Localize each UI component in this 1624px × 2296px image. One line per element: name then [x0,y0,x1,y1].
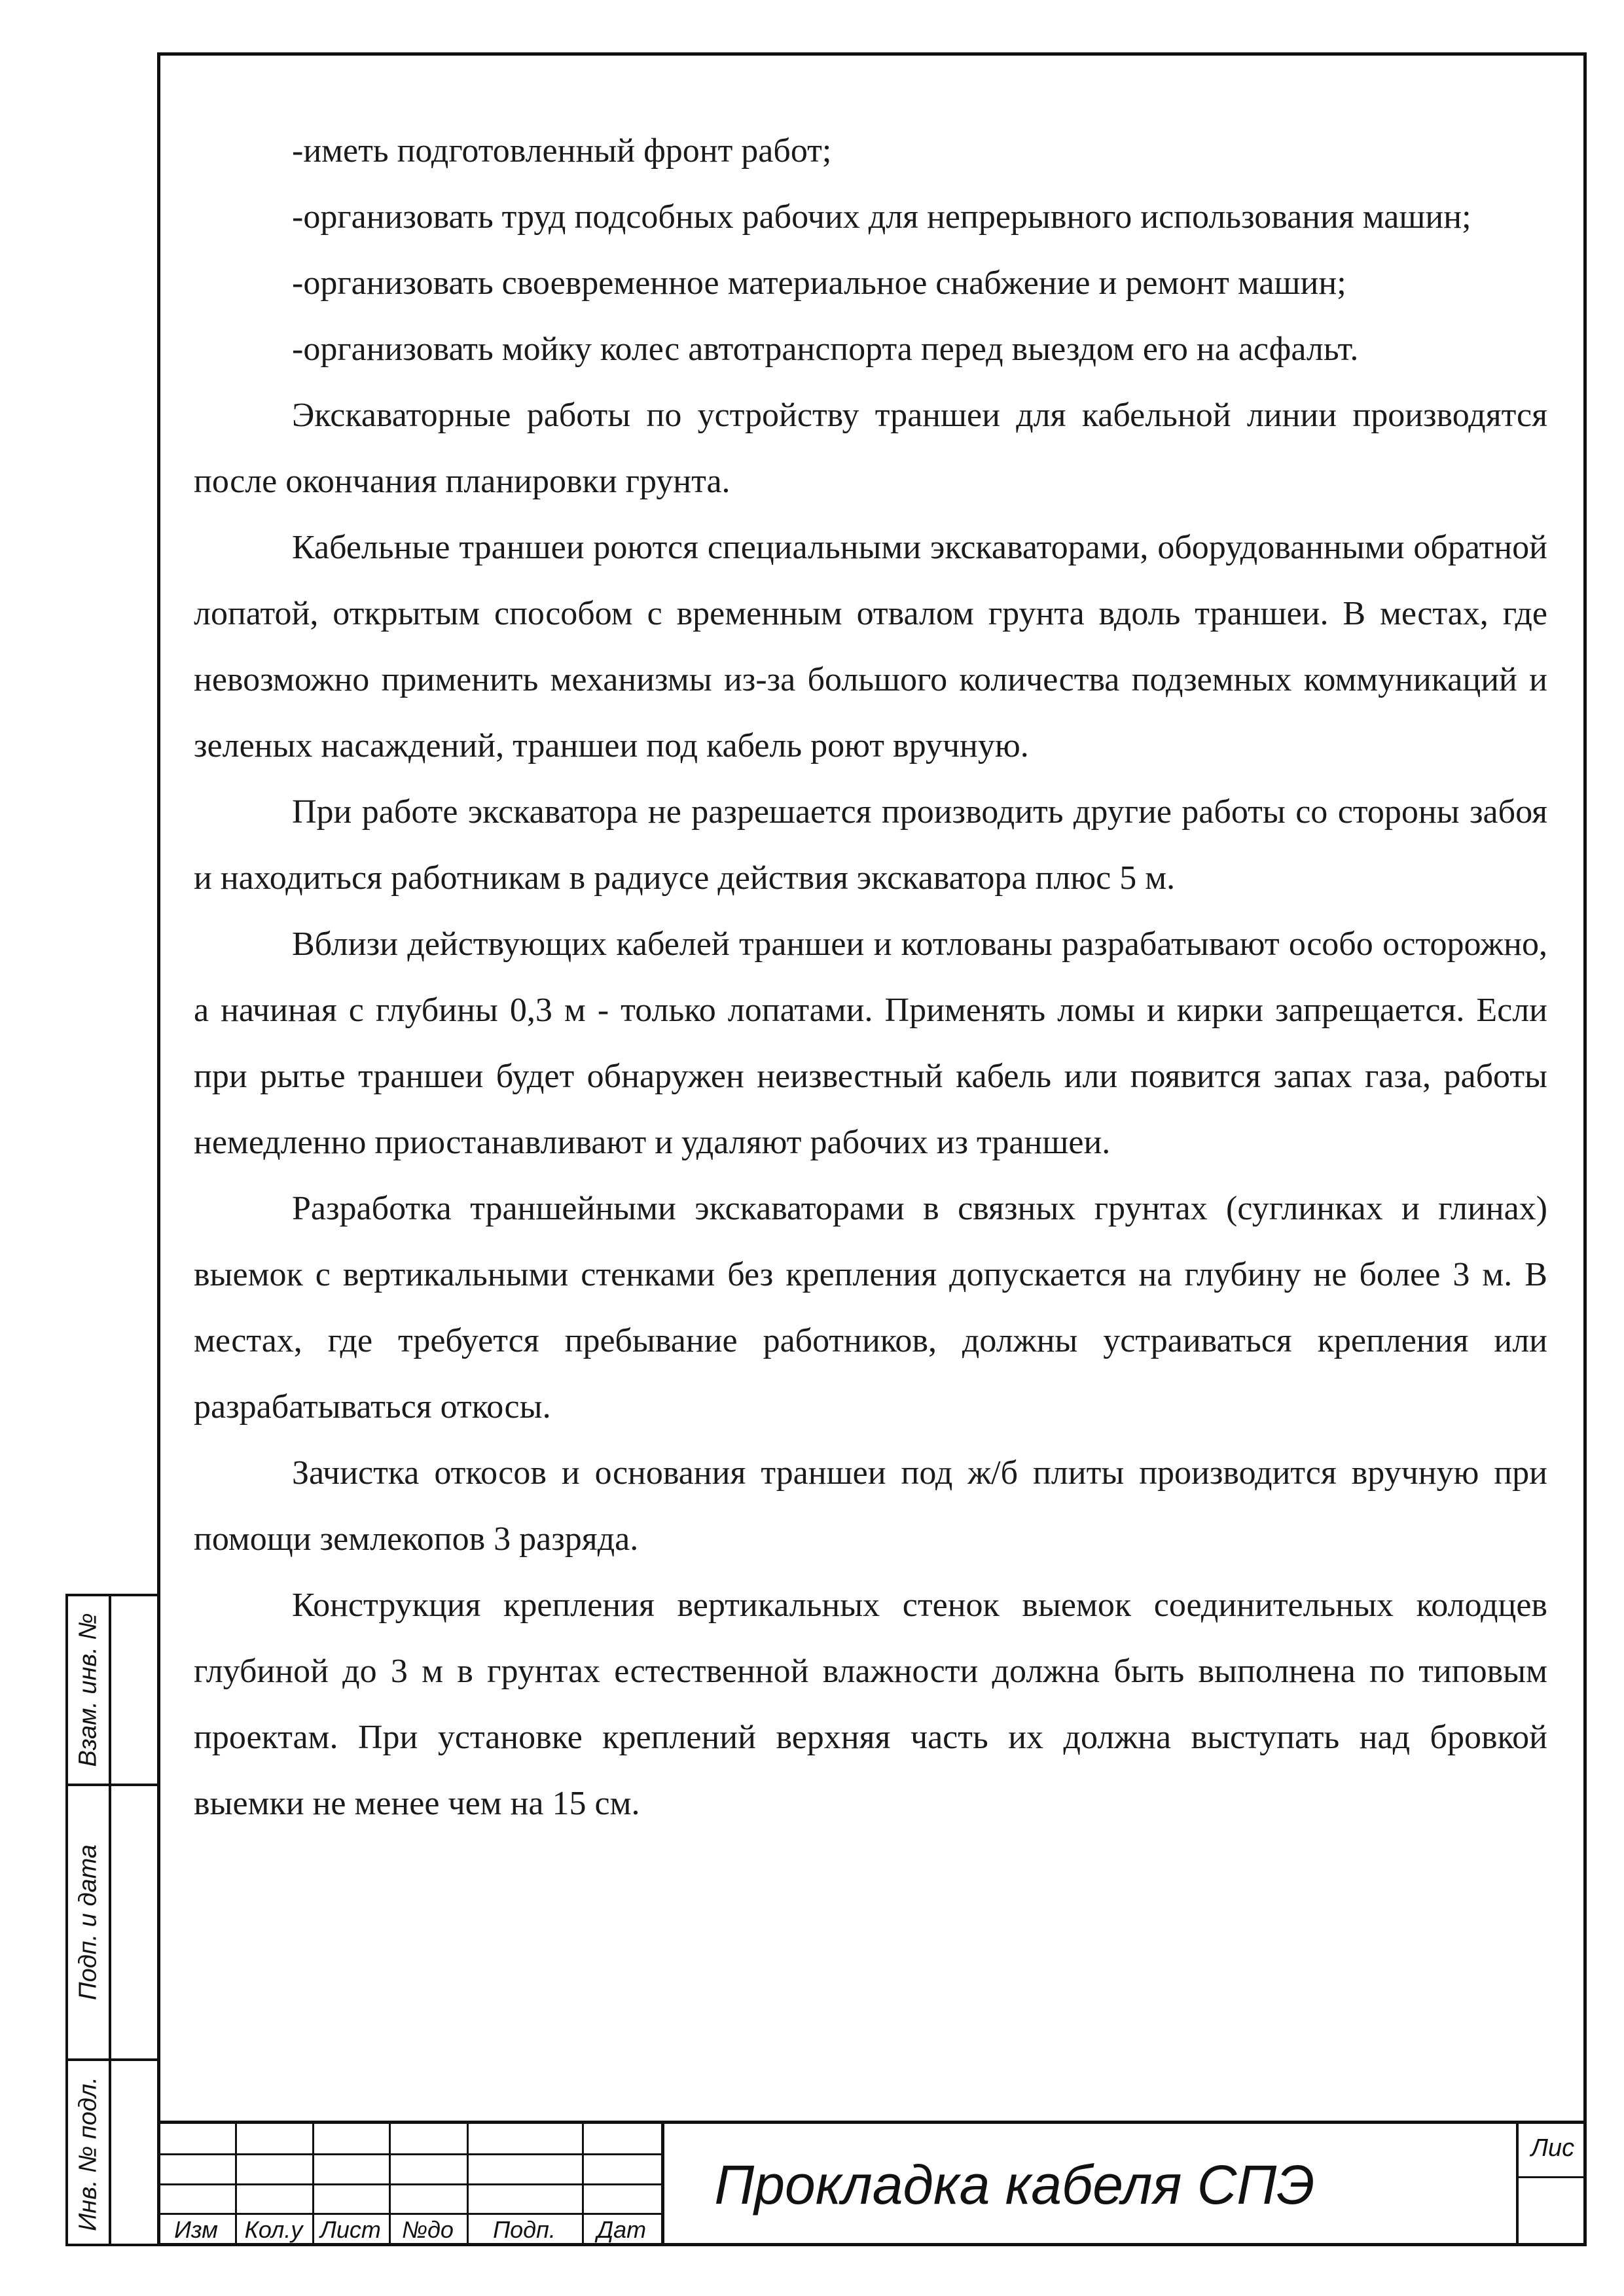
paragraph: -иметь подготовленный фронт работ; [292,132,832,170]
side-cell-vzam-inv [68,1596,157,1786]
document-title: Прокладка кабеля СПЭ [714,2154,1315,2215]
title-block-col-podp: Подп. [493,2216,556,2243]
paragraph: Разработка траншейными экскаваторами в связных грунтах (суглинках и глинах) выемок с вертикальными стенками без крепления допускается на глубину не более 3 м. В местах, где требуется пребывание работников, должны устраиваться крепления или разрабатываться откосы. [194,1190,1547,1426]
paragraph: При работе экскаватора не разрешается производить другие работы со стороны забоя и находиться работникам в радиусе действия экскаватора плюс 5 м. [194,793,1547,897]
side-label-podp-data: Подп. и дата [74,1844,102,2000]
side-stamp [65,1594,157,2246]
title-block-col-list: Лист [320,2216,381,2243]
paragraph: -организовать труд подсобных рабочих для непрерывного использования машин; [292,198,1471,236]
sheet-label: Лис [1530,2134,1575,2162]
paragraph: Зачистка откосов и основания траншеи под ж/б плиты производится вручную при помощи землекопов 3 разряда. [194,1454,1547,1558]
side-label-vzam-inv: Взам. инв. № [74,1613,102,1767]
title-block-col-izm: Изм [174,2216,218,2243]
title-block-col-ndoc: №до [402,2216,454,2243]
title-block-col-data: Дат [596,2216,647,2243]
paragraph: Экскаваторные работы по устройству траншеи для кабельной линии производятся после окончания планировки грунта. [194,397,1547,500]
paragraph: -организовать своевременное материальное снабжение и ремонт машин; [292,264,1346,302]
side-cell-inv-podl [68,2061,157,2246]
side-label-inv-podl: Инв. № подл. [74,2076,102,2231]
paragraph: -организовать мойку колес автотранспорта перед выездом его на асфальт. [292,331,1359,368]
title-block-grid [157,2124,664,2246]
title-block-col-kol: Кол.у [244,2216,303,2243]
sheet-number-box [1516,2124,1587,2246]
side-cell-podp-data [68,1786,157,2061]
document-body [194,118,1547,1837]
paragraph: Кабельные траншеи роются специальными экскаваторами, оборудованными обратной лопатой, открытым способом с временным отвалом грунта вдоль траншеи. В местах, где невозможно применить механизмы из-за большого количества подземных коммуникаций и зеленых насаждений, траншеи под кабель роют вручную. [194,529,1547,764]
paragraph: Конструкция крепления вертикальных стенок выемок соединительных колодцев глубиной до 3 м в грунтах естественной влажности должна быть выполнена по типовым проектам. При установке креплений верхняя часть их должна выступать над бровкой выемки не менее чем на 15 см. [194,1587,1547,1822]
paragraph: Вблизи действующих кабелей траншеи и котлованы разрабатывают особо осторожно, а начиная с глубины 0,3 м - только лопатами. Применять ломы и кирки запрещается. Если при рытье траншеи будет обнаружен неизвестный кабель или появится запах газа, работы немедленно приостанавливают и удаляют рабочих из траншеи. [194,925,1547,1161]
title-block [157,2121,1587,2246]
